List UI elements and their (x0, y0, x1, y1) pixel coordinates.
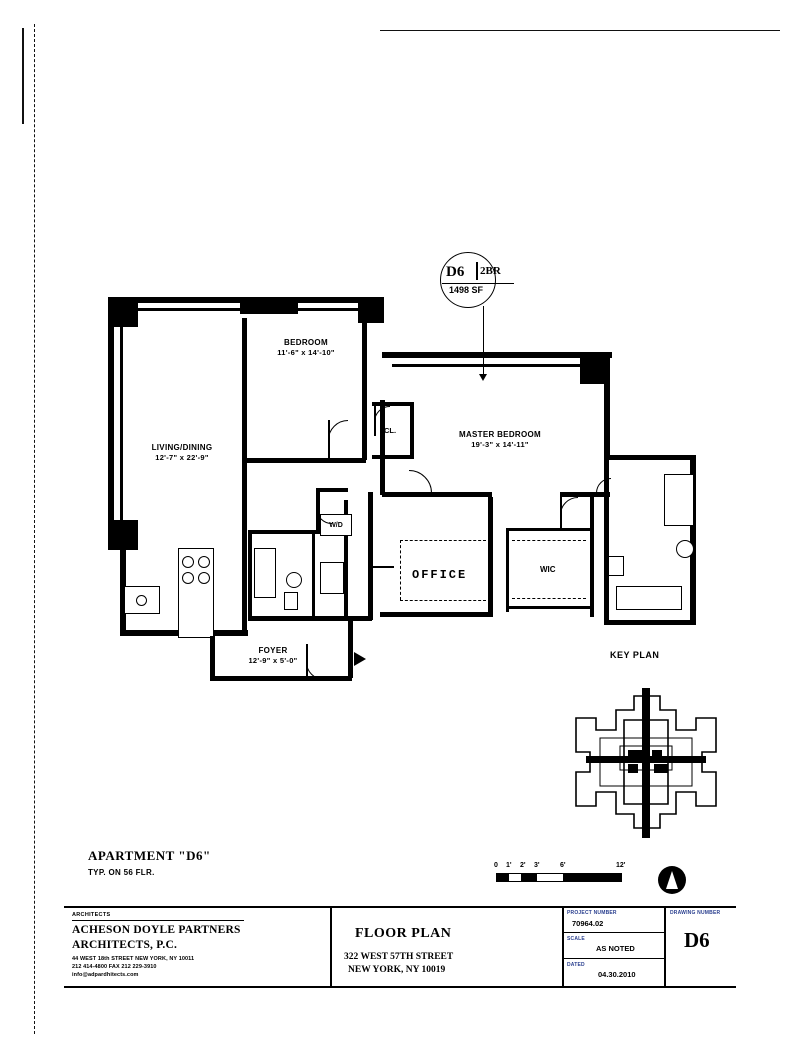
fixture-tub-master (616, 586, 682, 610)
wall-east-south (604, 620, 696, 625)
fixture-tub (254, 548, 276, 598)
range-burner-3 (182, 572, 194, 584)
architect-heading: ARCHITECTS (72, 912, 111, 918)
field-label-scale: SCALE (567, 936, 585, 942)
wall-master-north (382, 352, 612, 358)
field-label-drawing-number: DRAWING NUMBER (670, 910, 721, 916)
wall-east-outer (604, 352, 610, 460)
field-value-dated: 04.30.2010 (598, 970, 636, 979)
wall-wic-east (590, 497, 594, 617)
architect-name-line1: ACHESON DOYLE PARTNERS (72, 924, 241, 936)
sheet-edge-top-rule (380, 30, 780, 31)
unit-tag-bedrooms: 2BR (480, 265, 501, 277)
door-leaf-office-2 (372, 566, 394, 568)
wall-core-mid-v (312, 534, 315, 616)
unit-tag-leader-arrow (479, 374, 487, 381)
architect-underline (72, 920, 244, 921)
scale-tick-1: 1' (506, 862, 512, 869)
room-label-foyer (212, 646, 334, 665)
title-block-div-1 (330, 906, 332, 986)
door-leaf-office-1 (370, 556, 372, 580)
title-block-div-3 (664, 906, 666, 986)
sheet-edge-left-mark (22, 28, 24, 124)
title-block-bottom-rule (64, 986, 736, 988)
room-label-master-bedroom (420, 430, 580, 449)
scale-bar (494, 862, 644, 892)
range-burner-4 (198, 572, 210, 584)
architect-address-line2: 212 414-4800 FAX 212 229-3910 (72, 964, 157, 970)
fixture-vanity-master (664, 474, 694, 526)
room-name-living-dining: LIVING/DINING (151, 443, 213, 452)
entry-direction-arrow (354, 652, 366, 666)
field-value-scale: AS NOTED (596, 944, 635, 953)
fixture-shower (320, 562, 344, 594)
unit-tag-code: D6 (446, 264, 465, 280)
wall-west-inner (120, 320, 123, 520)
title-block-row-2 (562, 958, 664, 959)
fixture-wc (284, 592, 298, 610)
office-dash-south (400, 600, 486, 601)
unit-tag-area: 1498 SF (449, 285, 484, 295)
scale-seg-4 (536, 873, 564, 882)
wic-dash-1 (512, 540, 586, 541)
scale-seg-5 (564, 873, 622, 882)
apartment-title: APARTMENT "D6" (88, 848, 211, 863)
wall-wic-west (506, 528, 509, 612)
wall-closet-right (410, 402, 414, 458)
scale-tick-4: 6' (560, 862, 566, 869)
architect-name-line2: ARCHITECTS, P.C. (72, 939, 178, 951)
room-name-bedroom: BEDROOM (284, 338, 328, 347)
drawing-number: D6 (684, 928, 710, 952)
architect-address-line3: info@adpardhitects.com (72, 972, 139, 978)
door-leaf-master (386, 492, 430, 494)
room-label-closet: CL. (384, 426, 397, 435)
kitchen-sink (136, 595, 147, 606)
field-value-project-number: 70964.02 (572, 919, 604, 928)
wall-closet-top (372, 402, 414, 406)
wall-wic-south (506, 606, 592, 609)
scale-tick-5: 12' (616, 862, 626, 869)
wall-office-east (488, 497, 493, 617)
wall-wic-north (506, 528, 592, 531)
wall-foyer-south (210, 676, 352, 681)
key-plan-title: KEY PLAN (610, 650, 660, 660)
office-dash-north (400, 540, 486, 541)
project-address-line1: 322 WEST 57TH STREET (344, 952, 454, 962)
room-dims-bedroom: 11'-6" x 14'-10" (277, 348, 335, 357)
range-burner-2 (198, 556, 210, 568)
wall-office-south (248, 616, 372, 621)
door-leaf-closet (374, 406, 376, 436)
wall-foyer-east (348, 620, 353, 678)
room-dims-living-dining: 12'-7" x 22'-9" (155, 453, 209, 462)
room-dims-foyer: 12'-9" x 5'-0" (248, 656, 298, 665)
room-label-living-dining (122, 443, 242, 462)
north-arrow-icon (658, 866, 686, 894)
title-block-row-1 (562, 932, 664, 933)
wall-core-west (248, 530, 252, 620)
scale-seg-3 (522, 873, 536, 882)
room-label-wic: WIC (540, 565, 556, 574)
scale-tick-3: 3' (534, 862, 540, 869)
door-leaf-wic (560, 497, 562, 531)
unit-tag (440, 252, 518, 308)
wall-west-upper (108, 297, 114, 529)
project-address-line2: NEW YORK, NY 10019 (348, 965, 446, 975)
office-dash-west (400, 540, 401, 600)
column-north-mid (240, 300, 298, 314)
title-block-top-rule (64, 906, 736, 908)
room-label-bedroom (246, 338, 366, 357)
wall-closet-bottom (372, 455, 414, 459)
sheet-edge-left-dash (34, 24, 35, 1034)
room-label-office: OFFICE (412, 568, 468, 582)
door-leaf-bedroom (328, 420, 330, 458)
field-label-dated: DATED (567, 962, 585, 968)
fixture-sink-bath (286, 572, 302, 588)
key-plan-diagram (556, 668, 736, 848)
wic-dash-2 (512, 598, 586, 599)
wall-core-upper (316, 488, 348, 492)
title-block-div-2 (562, 906, 564, 986)
field-label-project-number: PROJECT NUMBER (567, 910, 617, 916)
wall-bedroom-south (244, 458, 366, 463)
scale-tick-0: 0 (494, 862, 498, 869)
architect-address-line1: 44 WEST 18th STREET NEW YORK, NY 10011 (72, 956, 195, 962)
unit-tag-leader (483, 306, 484, 376)
fixture-sink-master (676, 540, 694, 558)
column-west-mid (108, 520, 138, 550)
scale-seg-2 (508, 873, 522, 882)
range-burner-1 (182, 556, 194, 568)
scale-tick-2: 2' (520, 862, 526, 869)
sheet-title: FLOOR PLAN (355, 926, 452, 941)
apartment-subtitle: TYP. ON 56 FLR. (88, 868, 155, 877)
unit-tag-divider (476, 262, 478, 280)
room-dims-master-bedroom: 19'-3" x 14'-11" (471, 440, 529, 449)
room-name-foyer: FOYER (258, 646, 288, 655)
wall-east-outer-lower (604, 455, 696, 460)
scale-seg-1 (496, 873, 508, 882)
wall-living-east (242, 318, 247, 636)
room-name-master-bedroom: MASTER BEDROOM (459, 430, 541, 439)
fixture-wc-master (608, 556, 624, 576)
wall-office-south-right (380, 612, 492, 617)
washer-dryer-label: W/D (329, 521, 343, 529)
wall-master-north-inner (392, 364, 606, 367)
